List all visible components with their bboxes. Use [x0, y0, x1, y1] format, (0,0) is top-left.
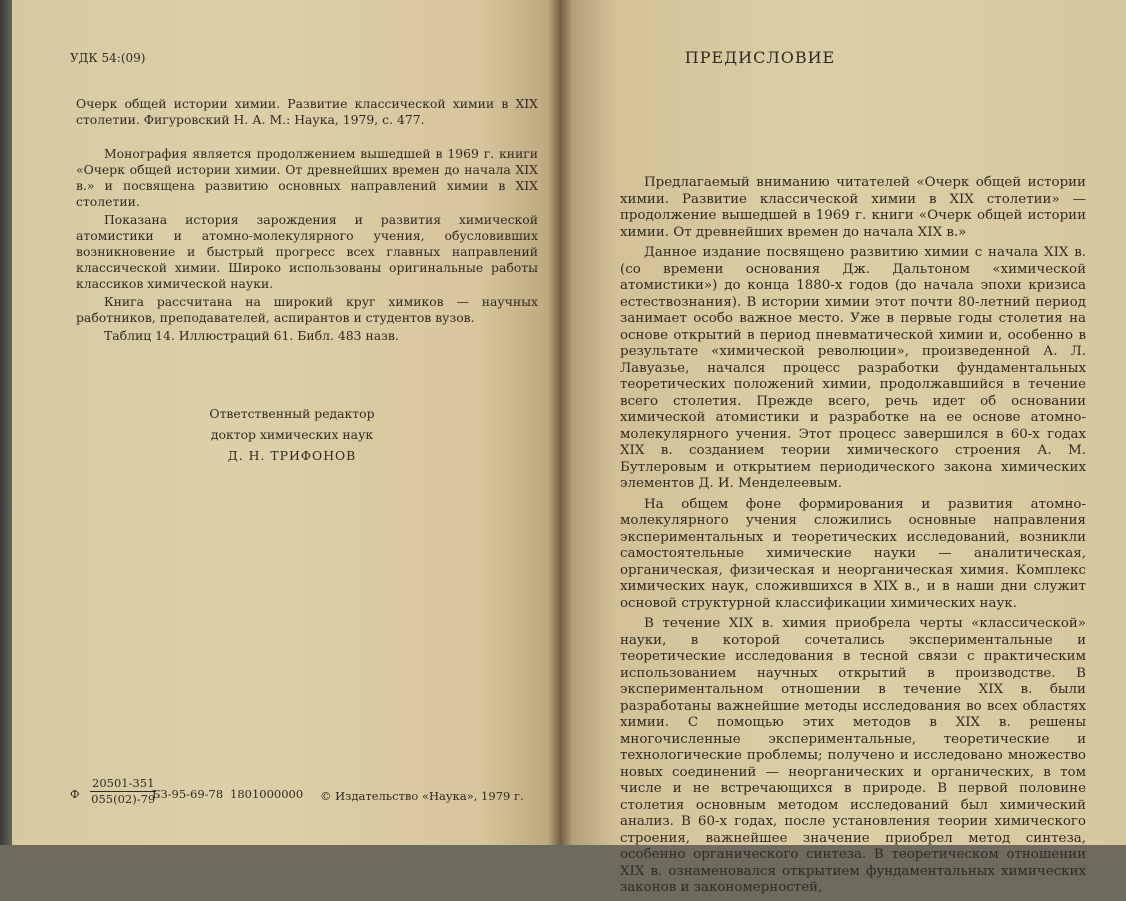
- preface-paragraph: На общем фоне формирования и развития атомно-молекулярного учения сложились основные направления экспериментальных и теоретических исследований, возникли самостоятельные химические науки — аналитическая, органическая, физическая и неорганическая химия. Комплекс химических наук, сложившихся в XIX в., и в наши дни служит основой структурной классификации химических наук.: [620, 496, 1086, 611]
- copyright-line: © Издательство «Наука», 1979 г.: [320, 789, 524, 803]
- editor-degree: доктор химических наук: [210, 427, 374, 442]
- editor-block: [182, 403, 402, 466]
- bibliographic-description: Очерк общей истории химии. Развитие классической химии в XIX столетии. Фигуровский Н. А. М.: Наука, 1979, с. 477.: [76, 96, 538, 127]
- preface-text: [620, 175, 1086, 901]
- imprint-number: 1801000000: [230, 787, 304, 801]
- left-text-block: [76, 96, 538, 346]
- page-title: ПРЕДИСЛОВИЕ: [684, 48, 836, 67]
- imprint-footer: [70, 776, 550, 816]
- annotation-paragraph: Книга рассчитана на широкий круг химиков — научных работников, преподавателей, аспирантов и студентов вузов.: [76, 294, 538, 325]
- imprint-fraction: [90, 776, 156, 807]
- imprint-letter: Ф: [70, 787, 80, 801]
- imprint-code: БЗ-95-69-78: [152, 787, 224, 801]
- annotation-paragraph: Монография является продолжением вышедшей в 1969 г. книги «Очерк общей истории химии. От древнейших времен до начала XIX в.» и посвящена развитию основных направлений химии в XIX столетии.: [76, 146, 538, 209]
- udk-code: УДК 54:(09): [70, 51, 146, 65]
- preface-paragraph: В течение XIX в. химия приобрела черты «классической» науки, в которой сочетались экспериментальные и теоретические исследования в тесной связи с практическим использованием научных открытий в производстве. В экспериментальном отношении в течение XIX в. были разработаны важнейшие методы исследования во всех областях химии. С помощью этих методов в XIX в. решены многочисленные экспериментальные, теоретические и технологические проблемы; получено и исследовано множество новых соединений — неорганических и органических, в том числе и не встречающихся в природе. В первой половине столетия основным методом исследований был химический анализ. В 60-х годах, после установления теории химического строения, важнейшее значение приобрел метод синтеза, особенно органического синтеза. В теоретическом отношении XIX в. ознаменовался открытием фундаментальных химических законов и закономерностей,: [620, 616, 1086, 895]
- preface-paragraph: Данное издание посвящено развитию химии с начала XIX в. (со времени основания Дж. Дальтоном «химической атомистики») до конца 1880-х годов (до начала эпохи кризиса естествознания). В истории химии этот почти 80-летний период занимает особо важное место. Уже в первые годы столетия на основе открытий в период пневматической химии и, особенно в результате «химической революции», произведенной А. Л. Лавуазье, начался процесс разработки фундаментальных теоретических положений химии, продолжавшийся в течение всего столетия. Прежде всего, речь идет об основании химической атомистики и разработке на ее основе атомно-молекулярного учения. Этот процесс завершился в 60-х годах XIX в. созданием теории химического строения А. М. Бутлеровым и открытием периодического закона химических элементов Д. И. Менделеевым.: [620, 245, 1086, 491]
- annotation-paragraph: Таблиц 14. Иллюстраций 61. Библ. 483 назв.: [104, 328, 399, 343]
- editor-name: Д. Н. ТРИФОНОВ: [227, 448, 357, 463]
- annotation: [76, 146, 538, 344]
- left-page: [12, 0, 560, 845]
- book-gutter: [548, 0, 572, 845]
- fraction-top: 20501-351: [92, 776, 155, 790]
- annotation-paragraph: Показана история зарождения и развития химической атомистики и атомно-молекулярного учения, обусловивших возникновение и быстрый прогресс всех главных направлений классической химии. Широко использованы оригинальные работы классиков химической науки.: [76, 212, 538, 291]
- fraction-bottom: 055(02)-79: [91, 792, 156, 806]
- preface-paragraph: Предлагаемый вниманию читателей «Очерк общей истории химии. Развитие классической химии в XIX столетии» — продолжение вышедшей в 1969 г. книги «Очерк общей истории химии. От древнейших времен до начала XIX в.»: [620, 175, 1086, 240]
- editor-role: Ответственный редактор: [209, 406, 375, 421]
